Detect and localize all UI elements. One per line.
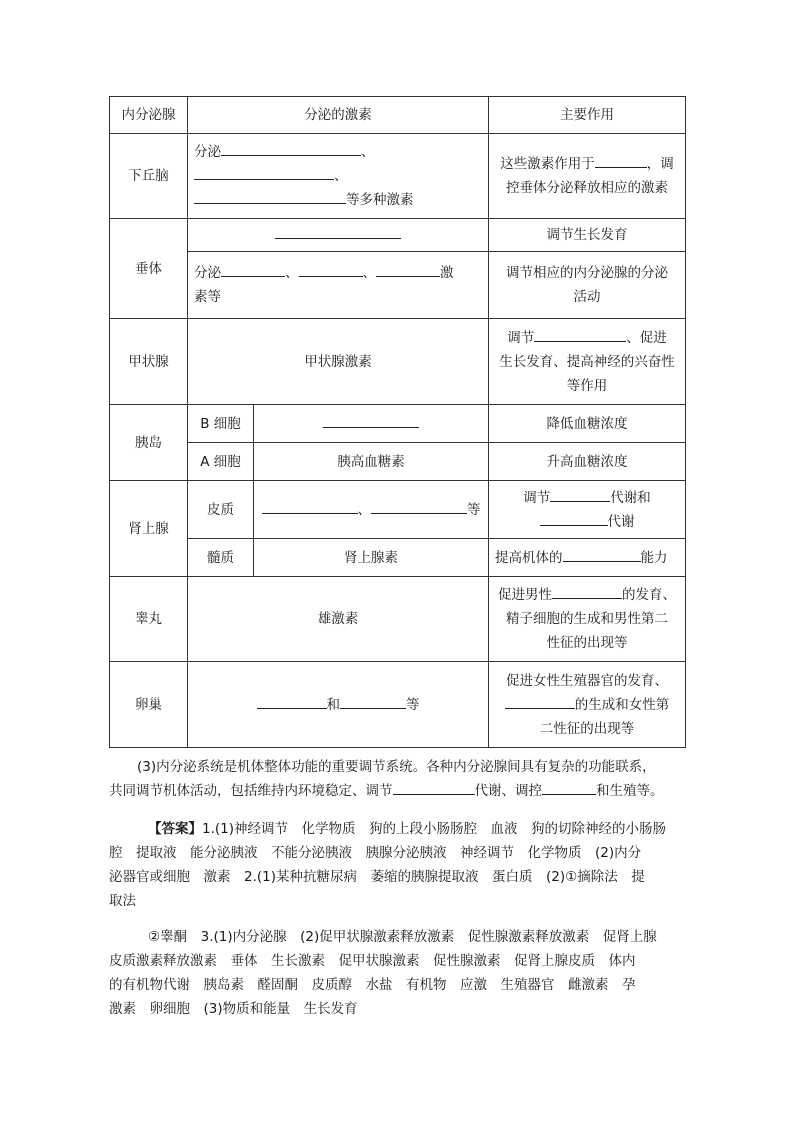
function-text: 代谢和 [610,489,651,506]
blank [505,693,575,709]
pituitary-hormone-2 [188,252,489,319]
pancreas-b-cell: B 细胞 [188,405,254,443]
hormone-prefix: 分泌 [194,265,221,281]
hypothalamus-hormones [188,134,489,219]
adrenal-cortex: 皮质 [188,481,254,539]
separator: 和 [326,696,340,713]
hypothalamus-function [489,134,686,219]
header-function: 主要作用 [489,97,686,134]
answer-line-4: 取法 [109,893,136,909]
table-row-ovary [110,662,686,748]
function-text: 调节 [523,489,551,506]
table-row-testis [110,577,686,662]
gland-pancreas: 胰岛 [110,405,188,481]
function-text: 二性征的出现等 [539,720,635,737]
table-row-adrenal-cortex [110,481,686,539]
hormone-suffix: 等多种激素 [346,192,414,208]
separator: 、 [334,168,348,184]
blank [595,152,647,168]
note-paragraph-2 [109,779,687,803]
hormone-suffix: 等 [467,501,481,518]
function-text: 提高机体的 [495,549,563,566]
answer-line-8: 激素 卵细胞 (3)物质和能量 生长发育 [109,1001,358,1017]
blank [534,326,626,342]
pituitary-function-1: 调节生长发育 [489,219,686,252]
function-text: 性征的出现等 [546,635,628,651]
function-text: 调节 [507,329,535,346]
separator: 、 [361,144,375,160]
note-paragraph [109,755,687,779]
answer-line-1 [148,817,686,841]
blank [299,261,363,277]
table-row-pituitary-1 [110,219,686,252]
hormone-prefix: 分泌 [194,144,221,160]
blank [262,498,358,514]
pancreas-b-hormone [254,405,489,443]
blank [552,583,622,599]
blank [221,140,361,156]
function-text: 代谢 [607,513,635,530]
adrenal-cortex-hormone [254,481,489,539]
function-text: 、促进 [626,329,667,346]
separator: 、 [362,265,376,281]
answer-line-2: 腔 提取液 能分泌胰液 不能分泌胰液 胰腺分泌胰液 神经调节 化学物质 (2)内分 [109,845,642,861]
pancreas-a-cell: A 细胞 [188,443,254,481]
blank [257,693,327,709]
function-text: 精子细胞的生成和男性第二 [506,611,668,627]
testis-hormone: 雄激素 [188,577,489,662]
gland-testis: 睾丸 [110,577,188,662]
blank [376,261,440,277]
blank [563,546,641,562]
pituitary-hormone-1 [188,219,489,252]
function-text: 促进男性 [498,587,552,603]
blank [540,510,608,526]
function-text: 促进女性生殖器官的发育、 [506,672,668,689]
function-text: 这些激素作用于 [500,156,595,172]
gland-pituitary: 垂体 [110,219,188,319]
blank [275,223,401,239]
hormone-suffix: 素等 [194,289,221,305]
note-line: 共同调节机体活动，包括维持内环境稳定、调节 [109,783,393,799]
adrenal-medulla-hormone: 肾上腺素 [254,539,489,577]
answer-text: 1.(1)神经调节 化学物质 狗的上段小肠肠腔 血液 狗的切除神经的小肠肠 [202,821,667,837]
function-text: 调节相应的内分泌腺的分泌 [506,265,668,281]
answer-line-6: 皮质激素释放激素 垂体 生长激素 促甲状腺激素 促性腺激素 促肾上腺皮质 体内 [109,953,636,969]
testis-function [489,577,686,662]
pancreas-a-hormone: 胰高血糖素 [254,443,489,481]
answer-line-5: ②睾酮 3.(1)内分泌腺 (2)促甲状腺激素释放激素 促性腺激素释放激素 促肾上腺 [148,929,657,945]
ovary-function [489,662,686,748]
header-gland: 内分泌腺 [110,97,188,134]
blank [323,412,419,428]
blank [542,779,596,795]
separator: 、 [357,501,371,518]
gland-hypothalamus: 下丘脑 [110,134,188,219]
thyroid-hormone: 甲状腺激素 [188,319,489,405]
function-text: 的发育、 [622,587,676,603]
adrenal-cortex-function [489,481,686,539]
function-text: 控垂体分泌释放相应的激素 [506,180,668,196]
blank [393,779,475,795]
function-text: 能力 [640,549,668,566]
note-line: 和生殖等。 [596,783,664,799]
adrenal-medulla-function [489,539,686,577]
header-hormone: 分泌的激素 [188,97,489,134]
blank [194,164,334,180]
hormone-suffix: 等 [406,696,420,713]
blank [221,261,285,277]
table-header-row [110,97,686,134]
note-line: (3)内分泌系统是机体整体功能的重要调节系统。各种内分泌腺间具有复杂的功能联系， [137,759,656,775]
blank [340,693,406,709]
function-text: 活动 [573,289,601,305]
function-text: 生长发育、提高神经的兴奋性 [499,353,675,370]
pancreas-a-function: 升高血糖浓度 [489,443,686,481]
table-row-pituitary-2 [110,252,686,319]
pituitary-function-2 [489,252,686,319]
endocrine-table [109,96,686,748]
table-row-hypothalamus [110,134,686,219]
gland-ovary: 卵巢 [110,662,188,748]
table-row-thyroid [110,319,686,405]
table-row-pancreas-b [110,405,686,443]
adrenal-medulla: 髓质 [188,539,254,577]
blank [550,486,610,502]
gland-adrenal: 肾上腺 [110,481,188,577]
separator: 、 [285,265,299,281]
answer-label: 【答案】 [148,821,202,837]
function-text: 的生成和女性第 [574,696,670,713]
blank [371,498,467,514]
answer-line-3: 泌器官或细胞 激素 2.(1)某种抗糖尿病 萎缩的胰腺提取液 蛋白质 (2)①摘除法 提 [109,869,645,885]
table-row-adrenal-medulla [110,539,686,577]
hormone-suffix: 激 [440,265,454,281]
thyroid-function [489,319,686,405]
table-row-pancreas-a [110,443,686,481]
pancreas-b-function: 降低血糖浓度 [489,405,686,443]
function-text: ，调 [646,156,674,172]
ovary-hormone [188,662,489,748]
function-text: 等作用 [566,377,608,394]
gland-thyroid: 甲状腺 [110,319,188,405]
blank [194,188,346,204]
answer-line-7: 的有机物代谢 胰岛素 醛固酮 皮质醇 水盐 有机物 应激 生殖器官 雌激素 孕 [109,977,636,993]
note-line: 代谢、调控 [474,783,542,799]
